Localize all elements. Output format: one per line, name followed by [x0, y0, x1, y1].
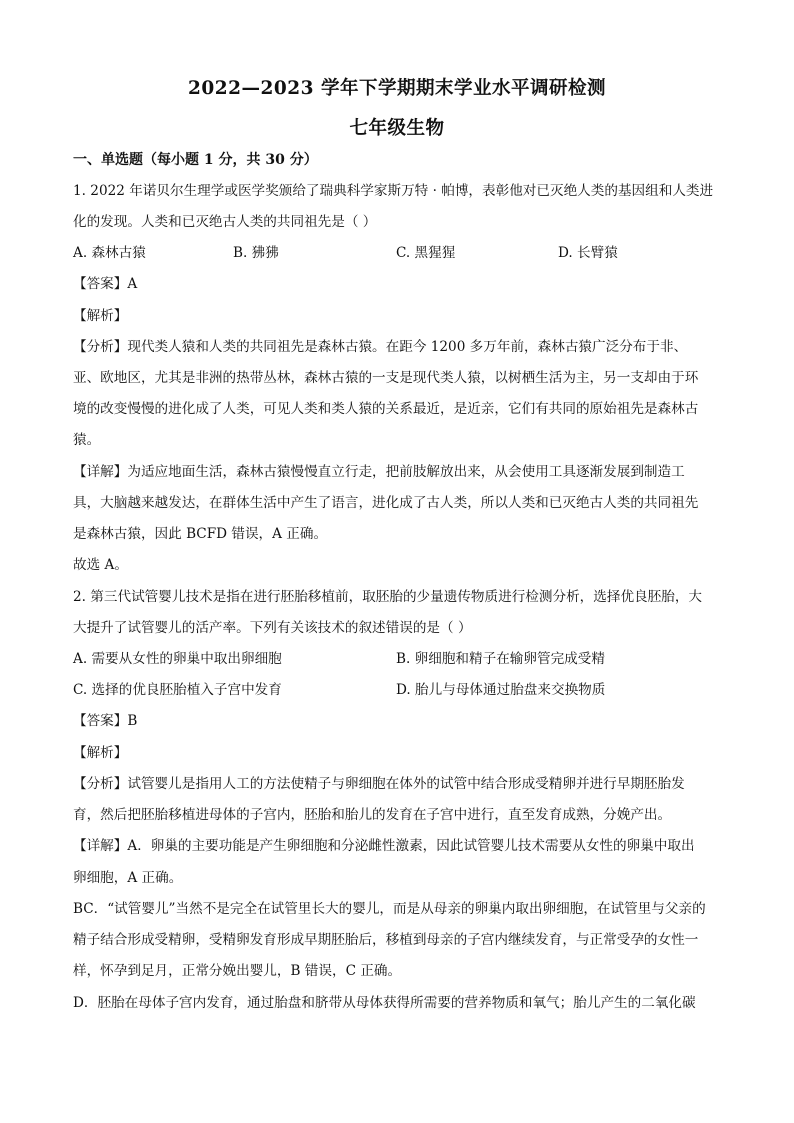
question-1-detail-line-1: 【详解】为适应地面生活，森林古猿慢慢直立行走，把前肢解放出来，从会使用工具逐渐发展到制造工 [73, 464, 685, 480]
question-2-stem-line-1: 2. 第三代试管婴儿技术是指在进行胚胎移植前，取胚胎的少量遗传物质进行检测分析，选择优良胚胎，大 [73, 589, 703, 605]
exam-subject: 七年级生物 [349, 118, 445, 139]
question-2-bc-line-2: 精子结合形成受精卵，受精卵发育形成早期胚胎后，移植到母亲的子宫内继续发育，与正常受孕的女性一 [73, 932, 699, 948]
question-2-detail-line-1: 【详解】A．卵巢的主要功能是产生卵细胞和分泌雌性激素，因此试管婴儿技术需要从女性的卵巢中取出 [73, 838, 695, 854]
question-1-analysis-line-1: 【分析】现代类人猿和人类的共同祖先是森林古猿。在距今 1200 多万年前，森林古猿广泛分布于非、 [73, 339, 688, 355]
question-1-option-a: A. 森林古猿 [73, 245, 146, 261]
question-1-option-c: C. 黑猩猩 [396, 245, 456, 261]
question-2-answer: 【答案】B [73, 713, 138, 729]
question-1-conclusion: 故选 A。 [73, 557, 128, 573]
question-2-option-b: B. 卵细胞和精子在输卵管完成受精 [396, 651, 605, 667]
question-2-option-c: C. 选择的优良胚胎植入子宫中发育 [73, 682, 282, 698]
question-2-option-a: A. 需要从女性的卵巢中取出卵细胞 [73, 651, 282, 667]
question-2-stem-line-2: 大提升了试管婴儿的活产率。下列有关该技术的叙述错误的是（ ） [73, 620, 472, 636]
question-2-option-d: D. 胎儿与母体通过胎盘来交换物质 [396, 682, 606, 698]
question-1-answer: 【答案】A [73, 276, 138, 292]
question-1-analysis-line-4: 猿。 [73, 432, 101, 448]
question-2-bc-line-1: BC．“试管婴儿”当然不是完全在试管里长大的婴儿，而是从母亲的卵巢内取出卵细胞，在试管里与父亲的 [73, 901, 706, 917]
question-2-analysis-label: 【解析】 [73, 745, 128, 761]
question-1-option-d: D. 长臂猿 [558, 245, 618, 261]
question-1-option-b: B. 狒狒 [233, 245, 279, 261]
exam-title: 2022—2023 学年下学期期末学业水平调研检测 [188, 78, 606, 99]
question-2-analysis-line-1: 【分析】试管婴儿是指用人工的方法使精子与卵细胞在体外的试管中结合形成受精卵并进行早期胚胎发 [73, 776, 685, 792]
question-1-detail-line-2: 具，大脑越来越发达，在群体生活中产生了语言，进化成了古人类，所以人类和已灭绝古人类的共同祖先 [73, 495, 699, 511]
section-heading: 一、单选题（每小题 1 分，共 30 分） [73, 152, 318, 168]
question-2-d-line-1: D．胚胎在母体子宫内发育，通过胎盘和脐带从母体获得所需要的营养物质和氧气；胎儿产生的二氧化碳 [73, 995, 696, 1011]
question-2-bc-line-3: 样，怀孕到足月，正常分娩出婴儿，B 错误，C 正确。 [73, 963, 402, 979]
question-2-detail-line-2: 卵细胞，A 正确。 [73, 870, 183, 886]
question-1-detail-line-3: 是森林古猿，因此 BCFD 错误，A 正确。 [73, 526, 328, 542]
question-1-analysis-label: 【解析】 [73, 308, 128, 324]
question-1-stem-line-2: 化的发现。人类和已灭绝古人类的共同祖先是（ ） [73, 214, 377, 230]
question-1-stem-line-1: 1. 2022 年诺贝尔生理学或医学奖颁给了瑞典科学家斯万特 · 帕博，表彰他对已灭绝人类的基因组和人类进 [73, 183, 714, 199]
question-1-analysis-line-3: 境的改变慢慢的进化成了人类，可见人类和类人猿的关系最近，是近亲，它们有共同的原始祖先是森林古 [73, 401, 699, 417]
question-2-analysis-line-2: 育，然后把胚胎移植进母体的子宫内，胚胎和胎儿的发育在子宫中进行，直至发育成熟，分娩产出。 [73, 807, 672, 823]
question-1-analysis-line-2: 亚、欧地区，尤其是非洲的热带丛林，森林古猿的一支是现代类人猿，以树栖生活为主，另一支却由于环 [73, 370, 699, 386]
